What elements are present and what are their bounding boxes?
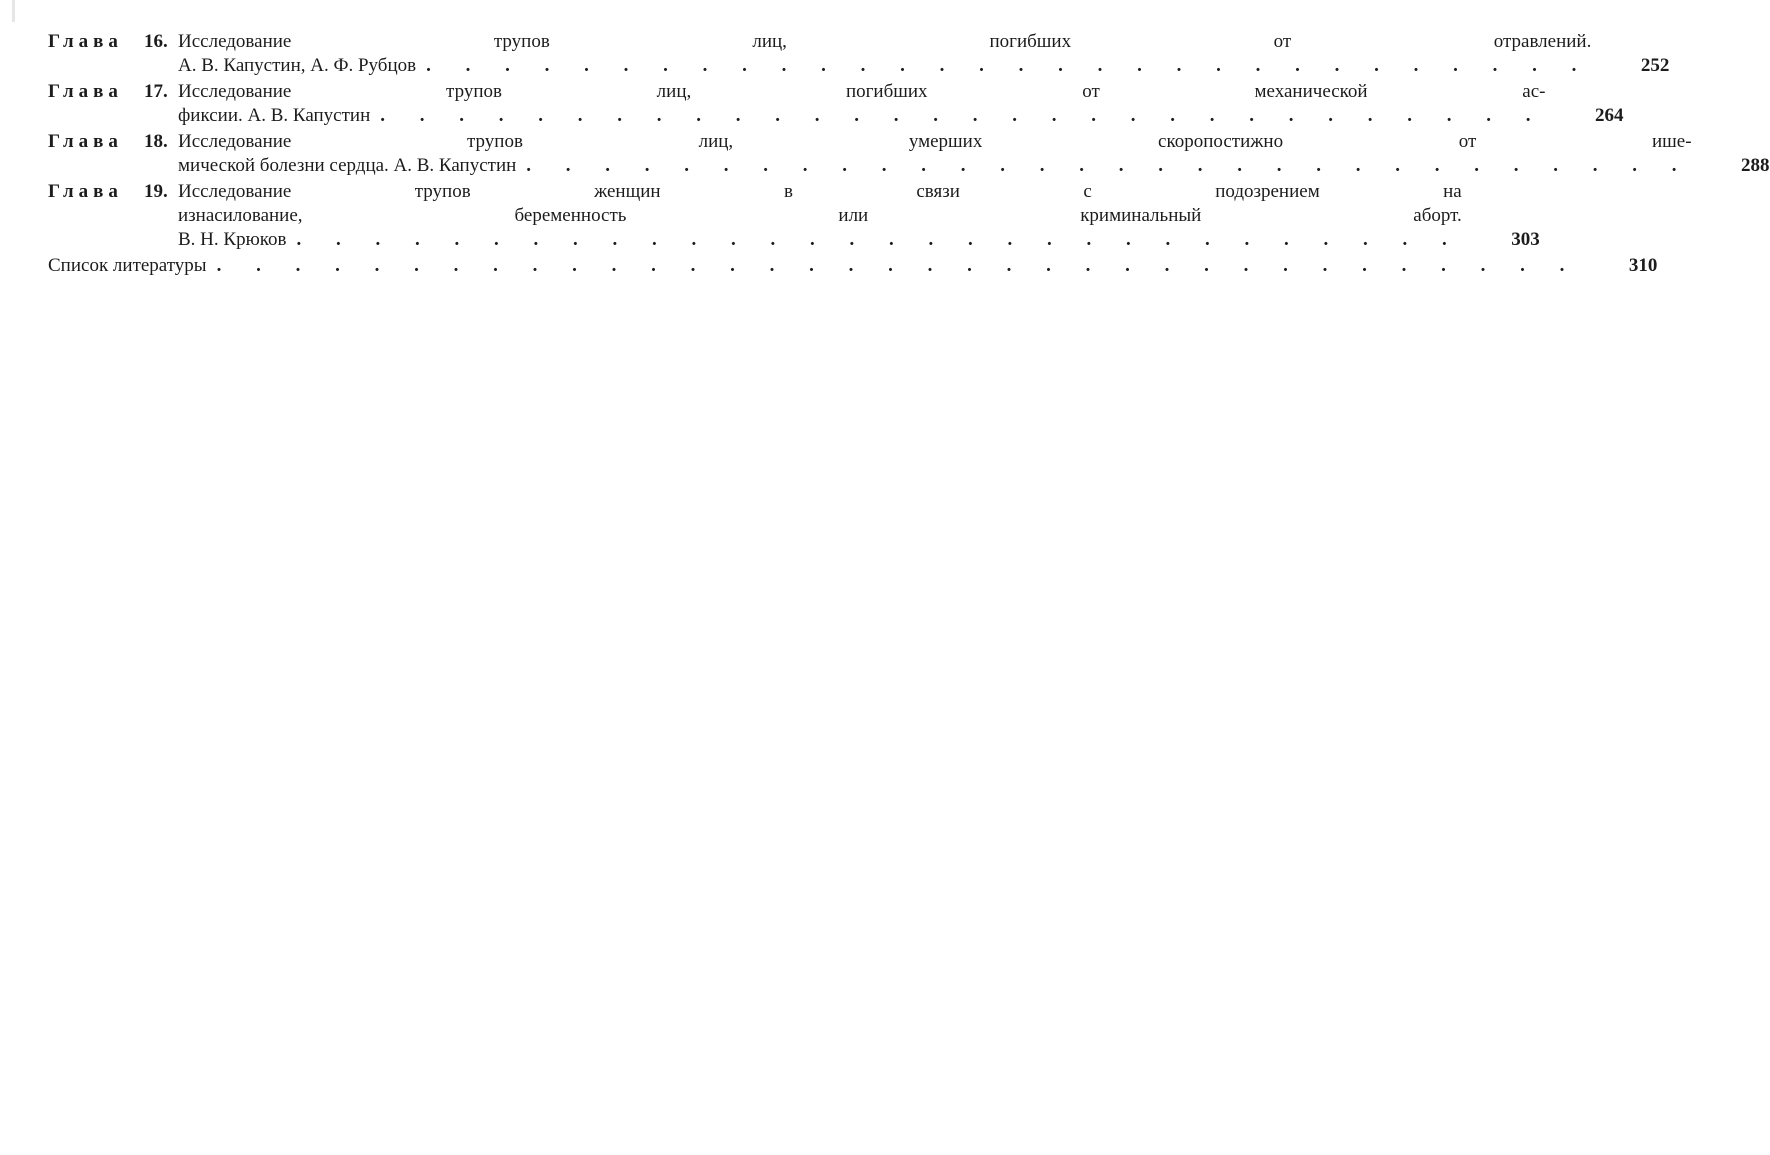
chapter-title-last-line <box>178 154 1692 178</box>
chapter-title-block <box>178 30 1669 78</box>
scan-edge-mark <box>12 0 15 22</box>
page-number: 310 <box>1628 255 1658 276</box>
toc-entry-literature[interactable] <box>48 254 1658 278</box>
dot-leader: . . . . . . . . . . . . . . . . . . . . . . . . . . . . . . <box>426 55 1592 76</box>
chapter-label: Глава <box>48 81 123 102</box>
chapter-title-block <box>178 80 1624 128</box>
page-number: 252 <box>1640 55 1670 76</box>
chapter-authors: А. В. Капустин, А. Ф. Рубцов <box>178 55 417 76</box>
chapter-title-block <box>178 130 1770 178</box>
chapter-title-line: Исследование трупов лиц, погибших от отравлений. <box>178 31 1592 52</box>
literature-block <box>48 254 1657 278</box>
chapter-title-last-line <box>178 54 1591 78</box>
page-number: 288 <box>1741 155 1770 176</box>
dot-leader: . . . . . . . . . . . . . . . . . . . . . . . . . . . . . . . . . . . <box>216 255 1580 276</box>
chapter-label: Глава <box>48 131 123 152</box>
page-number: 264 <box>1595 105 1624 126</box>
chapter-title-last-line <box>178 104 1546 128</box>
chapter-label: Глава <box>48 181 123 202</box>
chapter-authors: мической болезни сердца. А. В. Капустин <box>178 155 517 176</box>
literature-label: Список литературы <box>48 255 207 276</box>
table-of-contents <box>48 30 1770 278</box>
chapter-title-line: Исследование трупов женщин в связи с подозрением на <box>178 181 1462 202</box>
chapter-title-line: Исследование трупов лиц, погибших от механической ас- <box>178 81 1546 102</box>
toc-entry-chapter-16[interactable] <box>48 30 1670 78</box>
chapter-authors: В. Н. Крюков <box>178 229 287 250</box>
chapter-number: 19. <box>144 181 168 202</box>
toc-entry-chapter-17[interactable] <box>48 80 1624 128</box>
chapter-title-last-line <box>178 228 1462 252</box>
chapter-number: 18. <box>144 131 168 152</box>
chapter-authors: фиксии. А. В. Капустин <box>178 105 371 126</box>
chapter-number: 17. <box>144 81 168 102</box>
dot-leader: . . . . . . . . . . . . . . . . . . . . . . . . . . . . . . <box>296 229 1462 250</box>
literature-line <box>48 254 1579 278</box>
chapter-title-block <box>178 180 1540 252</box>
chapter-title-line: изнасилование, беременность или криминальный аборт. <box>178 205 1462 226</box>
toc-entry-chapter-18[interactable] <box>48 130 1770 178</box>
dot-leader: . . . . . . . . . . . . . . . . . . . . . . . . . . . . . . <box>380 105 1546 126</box>
toc-entry-chapter-19[interactable] <box>48 180 1540 252</box>
chapter-title-line: Исследование трупов лиц, умерших скоропостижно от ише- <box>178 131 1692 152</box>
chapter-number: 16. <box>144 31 168 52</box>
page-number: 303 <box>1511 229 1540 250</box>
dot-leader: . . . . . . . . . . . . . . . . . . . . . . . . . . . . . . <box>526 155 1692 176</box>
chapter-label: Глава <box>48 31 123 52</box>
